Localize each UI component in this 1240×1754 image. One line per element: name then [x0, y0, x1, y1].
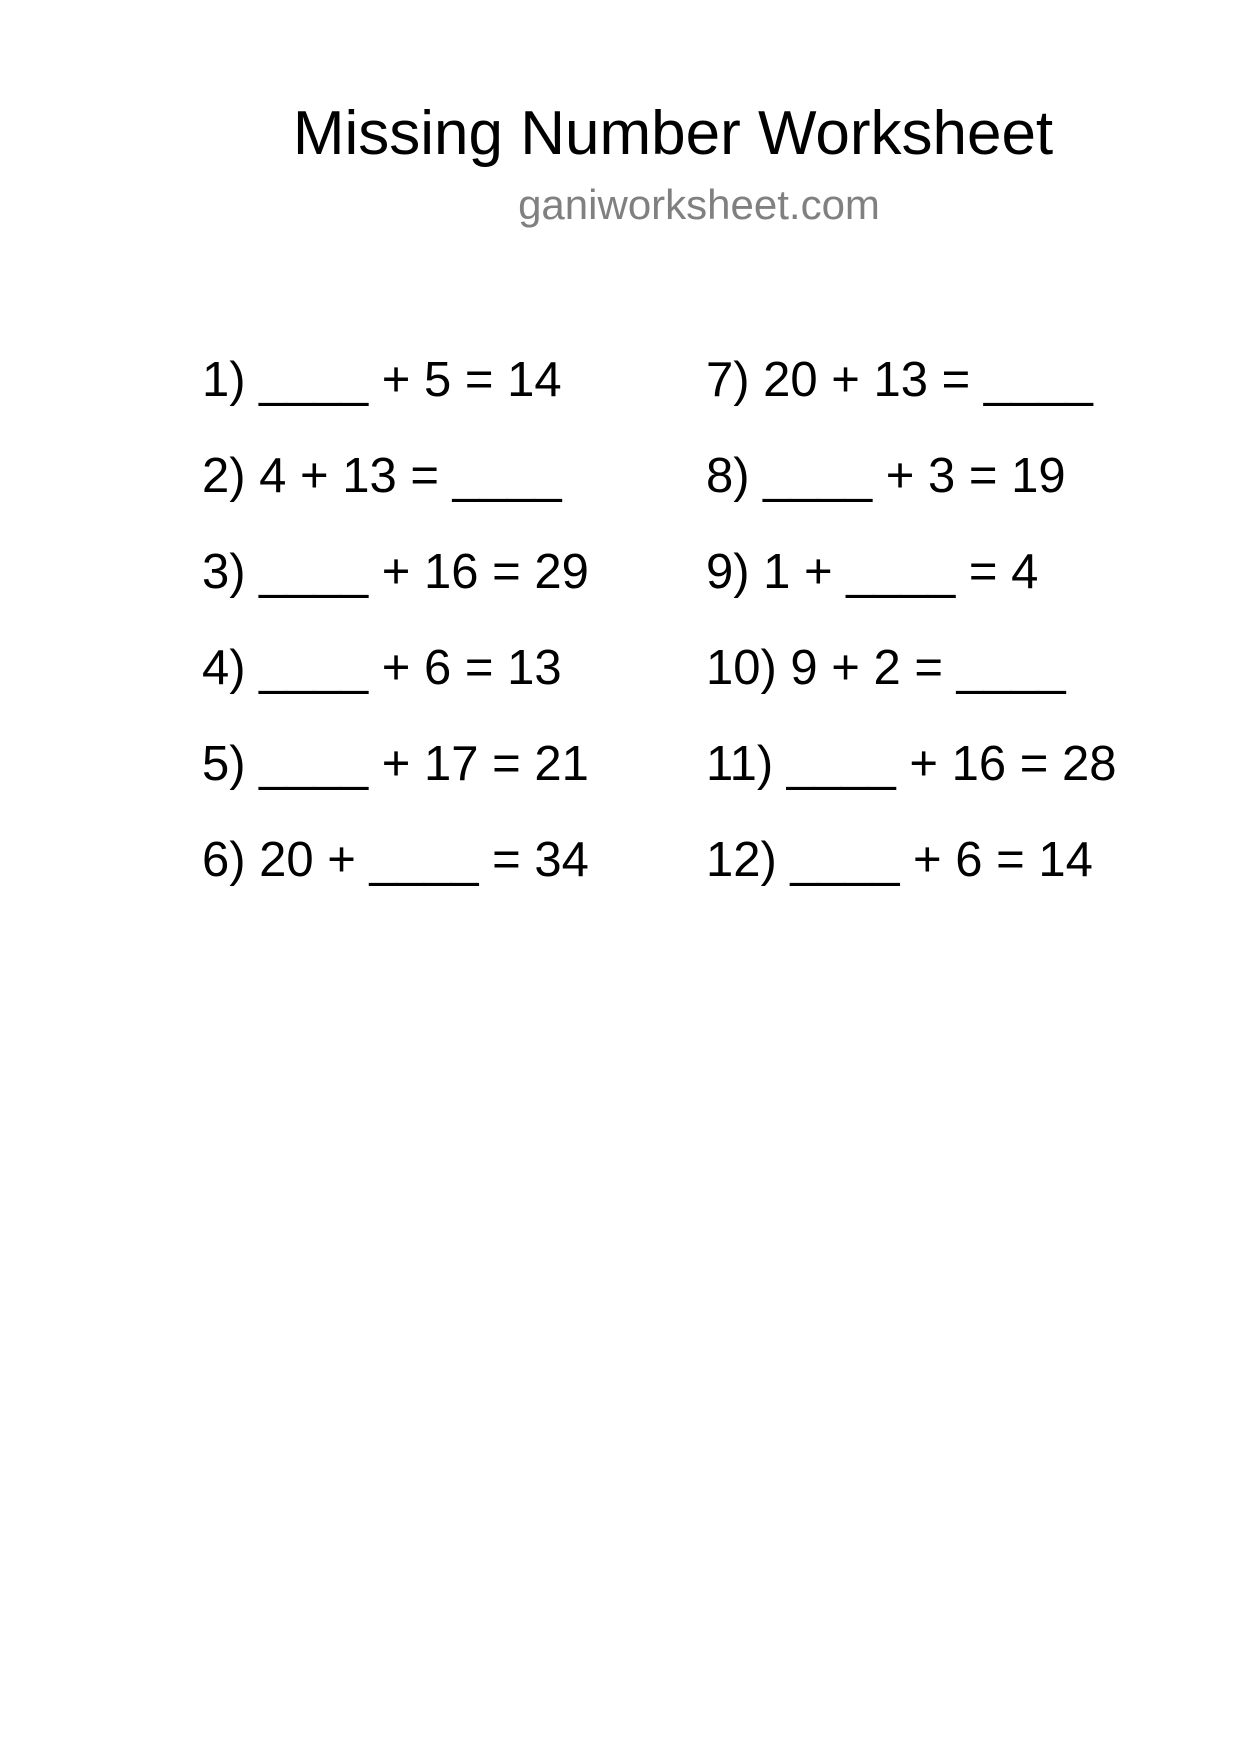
worksheet-title: Missing Number Worksheet	[292, 99, 1054, 168]
problem-8: 8) ____ + 3 = 19	[706, 449, 1066, 503]
problem-6: 6) 20 + ____ = 34	[202, 833, 589, 887]
problem-7: 7) 20 + 13 = ____	[706, 353, 1093, 407]
problem-12: 12) ____ + 6 = 14	[706, 833, 1093, 887]
problem-1: 1) ____ + 5 = 14	[202, 353, 562, 407]
problem-11: 11) ____ + 16 = 28	[706, 737, 1117, 791]
problem-5: 5) ____ + 17 = 21	[202, 737, 589, 791]
problem-9: 9) 1 + ____ = 4	[706, 545, 1039, 599]
worksheet-source: ganiworksheet.com	[518, 181, 880, 228]
problem-2: 2) 4 + 13 = ____	[202, 449, 562, 503]
problem-4: 4) ____ + 6 = 13	[202, 641, 562, 695]
problem-3: 3) ____ + 16 = 29	[202, 545, 589, 599]
problem-10: 10) 9 + 2 = ____	[706, 641, 1066, 695]
